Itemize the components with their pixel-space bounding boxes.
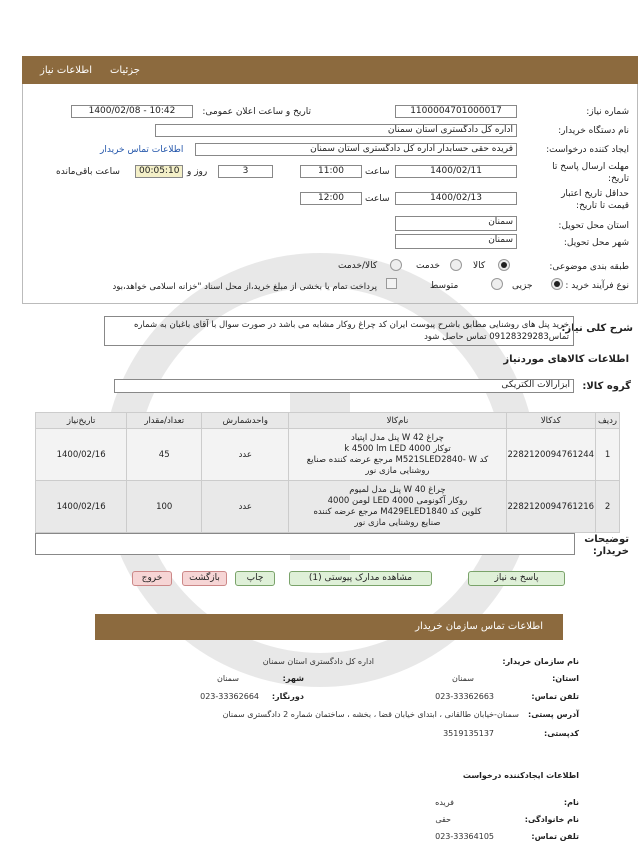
validity-label-1: حداقل تاریخ اعتبار [561, 189, 629, 199]
deadline-label-1: مهلت ارسال پاسخ تا [552, 162, 629, 172]
row-name [289, 481, 506, 533]
contact-header: اطلاعات تماس سازمان خریدار [95, 614, 563, 640]
buyer-notes-box [35, 533, 575, 555]
contact-city-label: شهر: [282, 674, 304, 683]
remaining-time-field: 00:05:10 [135, 165, 183, 178]
row-name-line: کلوین کد M429ELED1840 مرجع عرضه کننده [313, 506, 482, 517]
validity-date-field: 1400/02/13 [395, 192, 517, 205]
contact-city: سمنان [216, 674, 239, 683]
validity-time-label: ساعت [365, 194, 390, 204]
row-unit: عدد [202, 481, 289, 533]
table-row [36, 481, 620, 533]
creator-phone: 023-33364105 [435, 832, 494, 841]
creator-first-name: فریده [435, 798, 454, 807]
creator-section-title: اطلاعات ایجادکننده درخواست [462, 771, 579, 780]
deadline-time-field: 11:00 [300, 165, 362, 178]
category-goods-radio[interactable] [498, 259, 510, 271]
row-code: 2282120094761216 [506, 481, 596, 533]
col-qty: تعداد/مقدار [127, 413, 202, 429]
row-index: 2 [596, 481, 620, 533]
group-field: ابزارآلات الکتریکی [114, 379, 574, 393]
row-name-line: صنایع روشنایی مازی نور [354, 517, 441, 528]
buyer-notes-label-2: خریدار: [592, 546, 629, 557]
process-medium-label: متوسط [430, 281, 459, 291]
process-medium-radio[interactable] [491, 278, 503, 290]
need-number-field: 1100004701000017 [395, 105, 517, 118]
contact-fax-label: دورنگار: [271, 692, 304, 701]
row-name-line: توکار 4000 k 4500 lm LED [344, 443, 451, 454]
row-name-line: چراغ 40 W پنل مدل لمیوم [349, 484, 446, 495]
category-label: طبقه بندی موضوعی: [549, 262, 629, 272]
row-name-line: روکار آکونومی LED 4000 لومن 4000 [327, 495, 468, 506]
row-name-line: چراغ 42 W پنل مدل اپتیاد [350, 432, 444, 443]
creator-last-name-label: نام خانوادگی: [524, 815, 579, 824]
col-index: ردیف [596, 413, 620, 429]
payment-note: پرداخت تمام یا بخشی از مبلغ خرید،از محل اسناد "خزانه اسلامی خواهد،بود [112, 282, 377, 292]
row-date: 1400/02/16 [36, 481, 127, 533]
print-button[interactable]: چاپ [235, 571, 275, 586]
creator-label: ایجاد کننده درخواست: [546, 145, 629, 155]
row-unit: عدد [202, 429, 289, 481]
row-qty: 100 [127, 481, 202, 533]
attachments-button[interactable]: مشاهده مدارک پیوستی (1) [289, 571, 432, 586]
contact-province-label: استان: [552, 674, 579, 683]
days-label: روز و [187, 167, 208, 177]
announce-label: تاریخ و ساعت اعلان عمومی: [202, 107, 311, 117]
category-goods-service-label: کالا/خدمت [338, 261, 378, 271]
deadline-date-field: 1400/02/11 [395, 165, 517, 178]
contact-buyer-name-label: نام سازمان خریدار: [502, 657, 579, 666]
category-service-label: خدمت [416, 261, 440, 271]
row-qty: 45 [127, 429, 202, 481]
row-code: 2282120094761244 [506, 429, 596, 481]
creator-phone-label: تلفن تماس: [531, 832, 579, 841]
buyer-contact-link[interactable]: اطلاعات تماس خریدار [100, 145, 184, 155]
exit-button[interactable]: خروج [132, 571, 172, 586]
row-index: 1 [596, 429, 620, 481]
need-number-label: شماره نیاز: [586, 107, 629, 117]
payment-checkbox[interactable] [386, 278, 397, 289]
remaining-label: ساعت باقی‌مانده [56, 167, 120, 177]
table-row [36, 429, 620, 481]
top-nav-bar [22, 56, 638, 84]
col-unit: واحدشمارش [202, 413, 289, 429]
nav-details[interactable]: جزئیات [110, 64, 140, 76]
province-field: سمنان [395, 216, 517, 231]
buyer-notes-label-1: توضیحات [584, 534, 629, 545]
row-date: 1400/02/16 [36, 429, 127, 481]
group-label: گروه کالا: [582, 381, 631, 392]
category-goods-label: کالا [473, 261, 486, 271]
row-name-line: روشنایی مازی نور [365, 465, 430, 476]
buyer-org-field: اداره کل دادگستری استان سمنان [155, 124, 517, 137]
announce-field: 1400/02/08 - 10:42 [71, 105, 193, 118]
process-label: نوع فرآیند خرید : [565, 281, 629, 291]
buyer-org-label: نام دستگاه خریدار: [558, 126, 629, 136]
creator-field: فریده حقی حسابدار اداره کل دادگستری استان سمنان [195, 143, 517, 156]
deadline-time-label: ساعت [365, 167, 390, 177]
validity-label-2: قیمت تا تاریخ: [576, 201, 629, 211]
items-table [35, 412, 620, 533]
city-label: شهر محل تحویل: [563, 238, 629, 248]
row-name-line: کد M521SLED2840- W مرجع عرضه کننده صنایع [306, 454, 489, 465]
contact-phone: 023-33362663 [435, 692, 494, 701]
summary-label: شرح کلی نیاز: [561, 323, 633, 334]
creator-last-name: حقی [435, 815, 451, 824]
validity-time-field: 12:00 [300, 192, 362, 205]
category-service-radio[interactable] [450, 259, 462, 271]
days-field: 3 [218, 165, 273, 178]
nav-need-info[interactable]: اطلاعات نیاز [40, 64, 92, 76]
back-button[interactable]: بازگشت [182, 571, 227, 586]
row-name [289, 429, 506, 481]
contact-fax: 023-33362664 [200, 692, 259, 701]
city-field: سمنان [395, 234, 517, 249]
summary-text: خرید پنل های روشنایی مطابق باشرح پیوست ایران کد چراغ روکار مشابه می باشد در صورت سوال با آقای باغبان به شماره تماس09128329283 تماس حاصل شود [104, 316, 574, 346]
contact-phone-label: تلفن تماس: [531, 692, 579, 701]
col-date: تاریخ‌نیاز [36, 413, 127, 429]
contact-address: سمنان-خیابان طالقانی ، ابتدای خیابان قضا ، بخشه ، ساختمان شماره 2 دادگستری سمنان [222, 710, 519, 719]
goods-info-title: اطلاعات کالاهای موردنیاز [503, 354, 629, 365]
contact-postal-label: کدپستی: [544, 729, 579, 738]
process-partial-radio[interactable] [551, 278, 563, 290]
deadline-label-2: تاریخ: [608, 174, 629, 184]
province-label: استان محل تحویل: [558, 221, 629, 231]
reply-button[interactable]: پاسخ به نیاز [468, 571, 565, 586]
contact-province: سمنان [451, 674, 474, 683]
creator-first-name-label: نام: [563, 798, 579, 807]
contact-address-label: آدرس پستی: [528, 710, 579, 719]
contact-buyer-name: اداره کل دادگستری استان سمنان [262, 657, 374, 666]
col-name: نام‌کالا [289, 413, 506, 429]
contact-postal: 3519135137 [443, 729, 494, 738]
col-code: کدکالا [506, 413, 596, 429]
table-header-row [36, 413, 620, 429]
category-goods-service-radio[interactable] [390, 259, 402, 271]
process-partial-label: جزیی [512, 281, 533, 291]
